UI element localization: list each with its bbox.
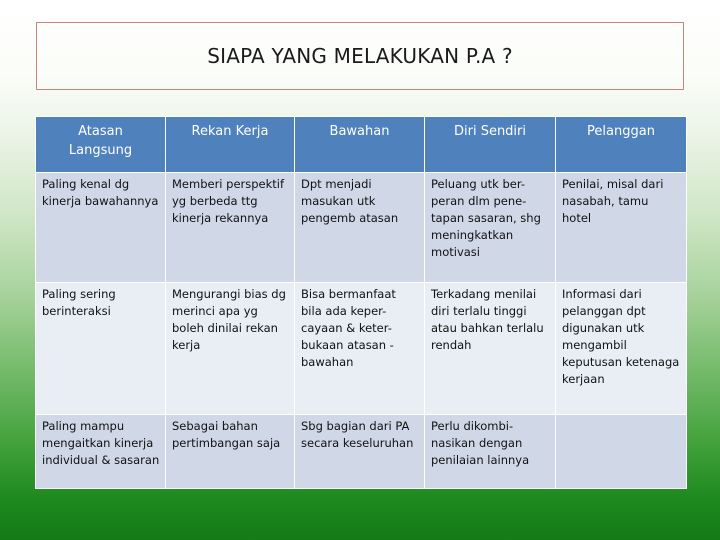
- table-cell: Peluang utk ber- peran dlm pene- tapan sasaran, shg meningkatkan motivasi: [425, 173, 556, 283]
- table-row: [36, 283, 687, 415]
- header-diri-sendiri: Diri Sendiri: [425, 117, 556, 173]
- table-row: [36, 415, 687, 489]
- slide-title: SIAPA YANG MELAKUKAN P.A ?: [207, 44, 513, 68]
- header-atasan-langsung: Atasan Langsung: [36, 117, 166, 173]
- table-cell: Sbg bagian dari PA secara keseluruhan: [295, 415, 425, 489]
- table-cell: Penilai, misal dari nasabah, tamu hotel: [556, 173, 687, 283]
- table-cell: Mengurangi bias dg merinci apa yg boleh dinilai rekan kerja: [166, 283, 295, 415]
- header-row: [36, 117, 687, 173]
- table-cell: Memberi perspektif yg berbeda ttg kinerja rekannya: [166, 173, 295, 283]
- slide-title-box: [36, 22, 684, 90]
- table-row: [36, 173, 687, 283]
- table-cell: Paling sering berinteraksi: [36, 283, 166, 415]
- table-cell: Paling mampu mengaitkan kinerja individual & sasaran: [36, 415, 166, 489]
- table-cell: Dpt menjadi masukan utk pengemb atasan: [295, 173, 425, 283]
- table-cell: Paling kenal dg kinerja bawahannya: [36, 173, 166, 283]
- table-cell: Terkadang menilai diri terlalu tinggi atau bahkan terlalu rendah: [425, 283, 556, 415]
- header-bawahan: Bawahan: [295, 117, 425, 173]
- appraiser-table: [35, 116, 687, 489]
- table-cell: Sebagai bahan pertimbangan saja: [166, 415, 295, 489]
- table-cell: Bisa bermanfaat bila ada keper- cayaan & keter- bukaan atasan - bawahan: [295, 283, 425, 415]
- table-cell-empty: [556, 415, 687, 489]
- header-pelanggan: Pelanggan: [556, 117, 687, 173]
- table-cell: Informasi dari pelanggan dpt digunakan utk mengambil keputusan ketenaga kerjaan: [556, 283, 687, 415]
- table-cell: Perlu dikombi- nasikan dengan penilaian lainnya: [425, 415, 556, 489]
- header-rekan-kerja: Rekan Kerja: [166, 117, 295, 173]
